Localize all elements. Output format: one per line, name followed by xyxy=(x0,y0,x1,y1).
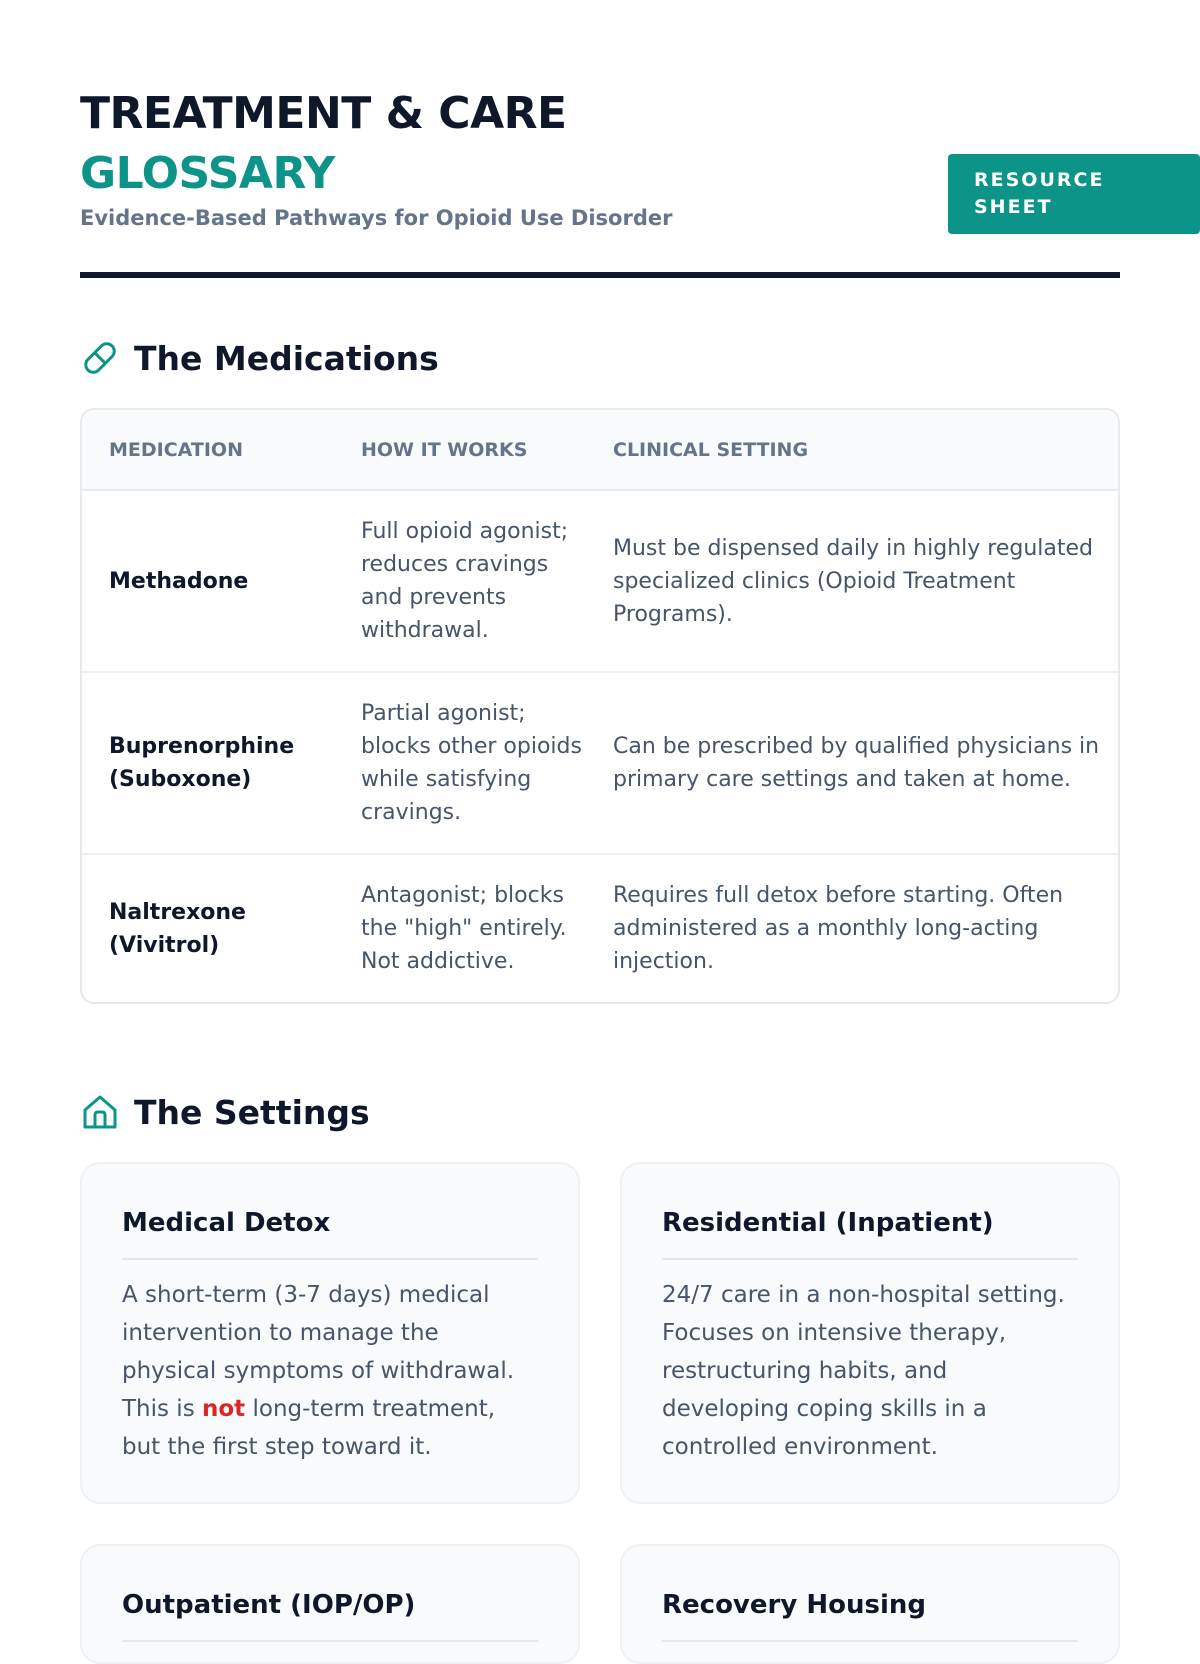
card-outpatient xyxy=(80,1544,580,1664)
card-title: Recovery Housing xyxy=(662,1546,1078,1642)
page-title-accent: GLOSSARY xyxy=(80,148,335,199)
medication-name: Methadone xyxy=(82,490,334,672)
medication-how: Partial agonist; blocks other opioids while satisfying cravings. xyxy=(334,672,586,854)
card-text xyxy=(122,1260,538,1466)
column-header-clinical-setting: CLINICAL SETTING xyxy=(586,410,1118,490)
table-row xyxy=(82,854,1118,1002)
card-emphasis: not xyxy=(202,1396,246,1422)
card-text: 24/7 care in a non-hospital setting. Focuses on intensive therapy, restructuring habits, and developing coping skills in a controlled environment. xyxy=(662,1282,1065,1460)
medication-setting: Requires full detox before starting. Often administered as a monthly long-acting injection. xyxy=(613,883,1064,974)
page-title: TREATMENT & CARE xyxy=(80,88,567,139)
medication-name: Naltrexone (Vivitrol) xyxy=(109,899,246,958)
card-title: Medical Detox xyxy=(122,1164,538,1260)
table-row xyxy=(82,490,1118,672)
card-medical-detox xyxy=(80,1162,580,1504)
table-header-row xyxy=(82,410,1118,490)
medication-how: Antagonist; blocks the "high" entirely. Not addictive. xyxy=(361,883,567,974)
column-header-how-it-works: HOW IT WORKS xyxy=(334,410,586,490)
medications-heading-text: The Medications xyxy=(134,338,439,378)
pill-icon xyxy=(80,338,120,378)
column-header-medication: MEDICATION xyxy=(82,410,334,490)
header-divider xyxy=(80,272,1120,278)
medication-name: Buprenorphine (Suboxone) xyxy=(82,672,334,854)
card-recovery-housing xyxy=(620,1544,1120,1664)
page-subtitle: Evidence-Based Pathways for Opioid Use Disorder xyxy=(80,206,673,230)
card-text-after: long-term treatment, but the first step toward it. xyxy=(122,1396,496,1460)
card-text-before: A short-term (3-7 days) medical intervention to manage the physical symptoms of withdrawal. This is xyxy=(122,1282,515,1422)
home-icon xyxy=(80,1092,120,1132)
medication-setting: Must be dispensed daily in highly regulated specialized clinics (Opioid Treatment Programs). xyxy=(586,490,1118,672)
card-title: Residential (Inpatient) xyxy=(662,1164,1078,1260)
medications-table xyxy=(80,408,1120,1004)
medication-how: Full opioid agonist; reduces cravings and prevents withdrawal. xyxy=(334,490,586,672)
medications-heading xyxy=(80,336,439,380)
settings-heading-text: The Settings xyxy=(134,1092,370,1132)
card-title: Outpatient (IOP/OP) xyxy=(122,1546,538,1642)
card-residential xyxy=(620,1162,1120,1504)
settings-heading xyxy=(80,1090,370,1134)
table-row xyxy=(82,672,1118,854)
medication-setting: Can be prescribed by qualified physicians in primary care settings and taken at home. xyxy=(586,672,1118,854)
resource-sheet-badge: RESOURCE SHEET xyxy=(948,154,1200,234)
